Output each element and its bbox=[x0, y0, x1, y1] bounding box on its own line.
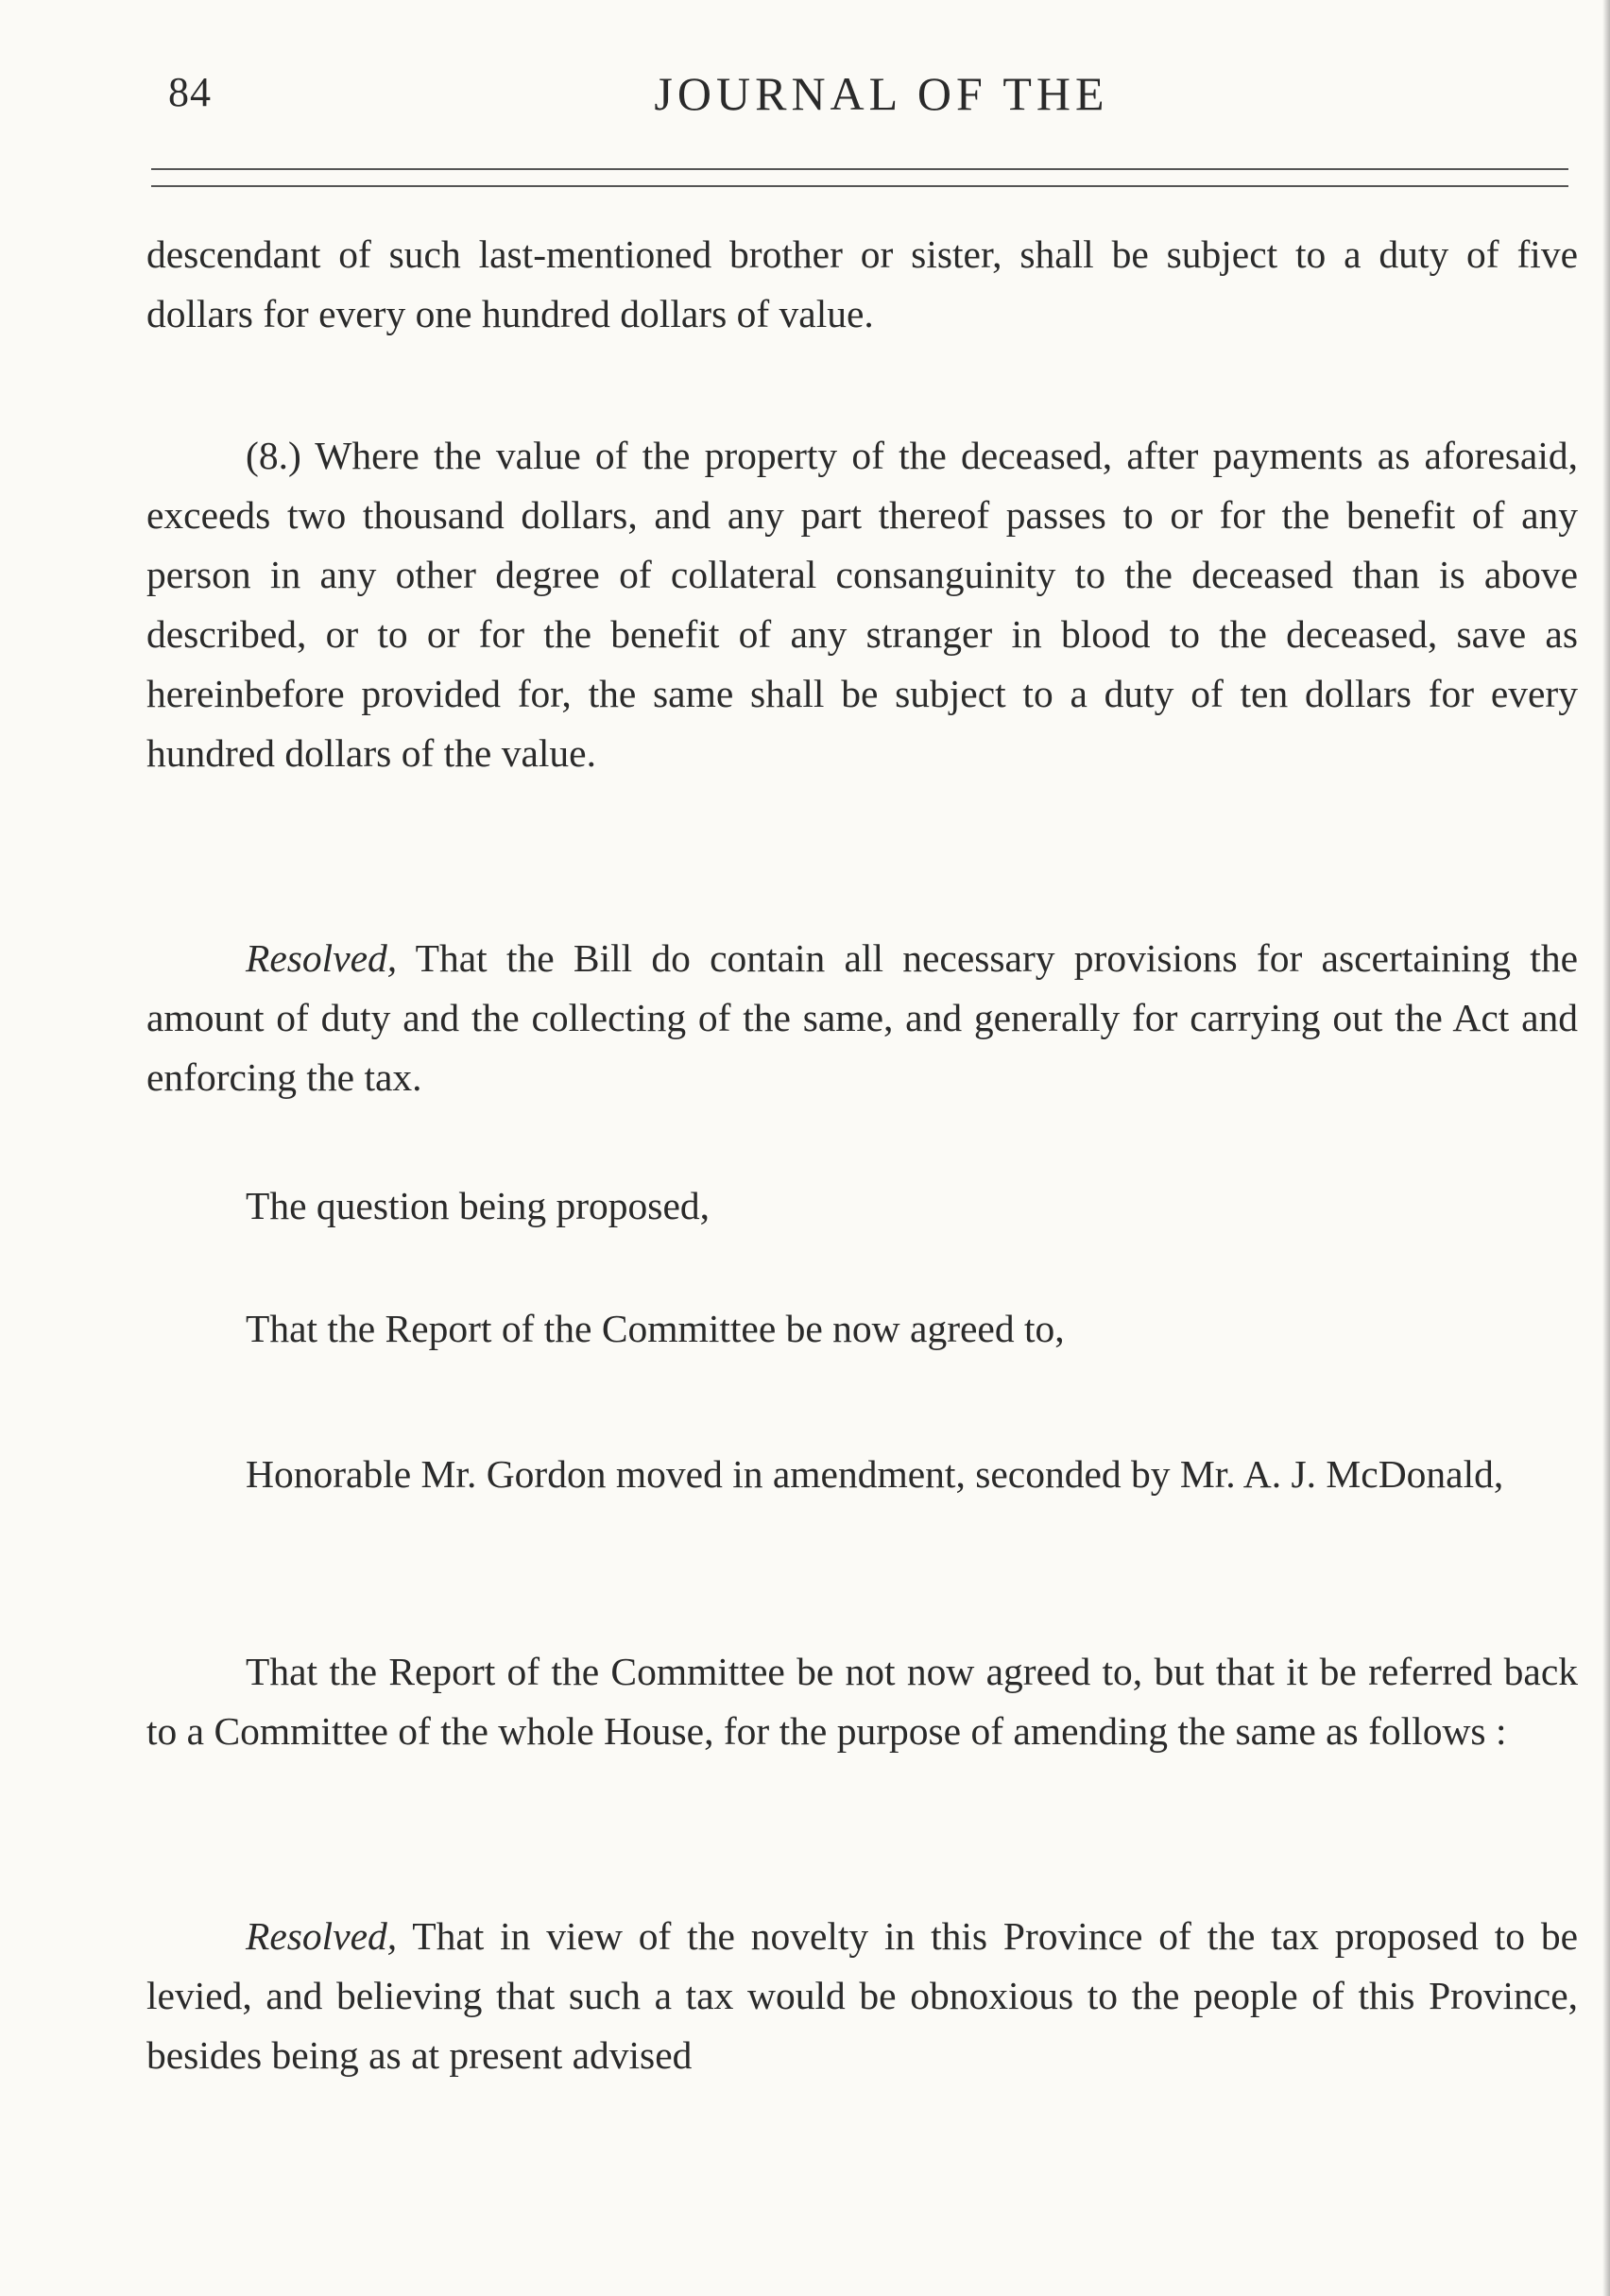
resolved-label: Resolved, bbox=[246, 936, 398, 980]
paragraph-referred-back: That the Report of the Committee be not now agreed to, but that it be referred back to a Committee of the whole House, for the purpose of amending the same as follows : bbox=[146, 1650, 1578, 1753]
paragraph-continuation: descendant of such last-mentioned brother or sister, shall be subject to a duty of five dollars for every one hundred dollars of value. bbox=[146, 232, 1578, 335]
resolved-label: Resolved, bbox=[246, 1914, 398, 1958]
page-edge-shadow bbox=[1602, 0, 1610, 2296]
resolved-text: That in view of the novelty in this Province of the tax proposed to be levied, and believing that such a tax would be obnoxious to the people of this Province, besides being as at present advised bbox=[146, 1914, 1578, 2077]
resolved-text: That the Bill do contain all necessary provisions for ascertaining the amount of duty and the collecting of the same, and generally for carrying out the Act and enforcing the tax. bbox=[146, 936, 1578, 1099]
header-double-rule bbox=[151, 168, 1568, 187]
paragraph-report-agreed: That the Report of the Committee be now agreed to, bbox=[246, 1307, 1065, 1350]
paragraph-resolved-novelty bbox=[146, 1907, 1578, 2085]
paragraph-question-proposed: The question being proposed, bbox=[246, 1184, 710, 1227]
running-head bbox=[149, 57, 1576, 123]
journal-title: JOURNAL OF THE bbox=[654, 67, 1109, 120]
paragraph-clause-8: (8.) Where the value of the property of the deceased, after payments as aforesaid, exceeds two thousand dollars, and any part thereof passes to or for the benefit of any person in any other degree of collateral consanguinity to the deceased than is above described, or to or for the benefit of any stranger in blood to the deceased, save as hereinbefore provided for, the same shall be subject to a duty of ten dollars for every hundred dollars of the value. bbox=[146, 434, 1578, 775]
paragraph-resolved-bill bbox=[146, 929, 1578, 1107]
paragraph-amendment-motion: Honorable Mr. Gordon moved in amendment, seconded by Mr. A. J. McDonald, bbox=[246, 1452, 1504, 1496]
page-number: 84 bbox=[168, 69, 212, 115]
